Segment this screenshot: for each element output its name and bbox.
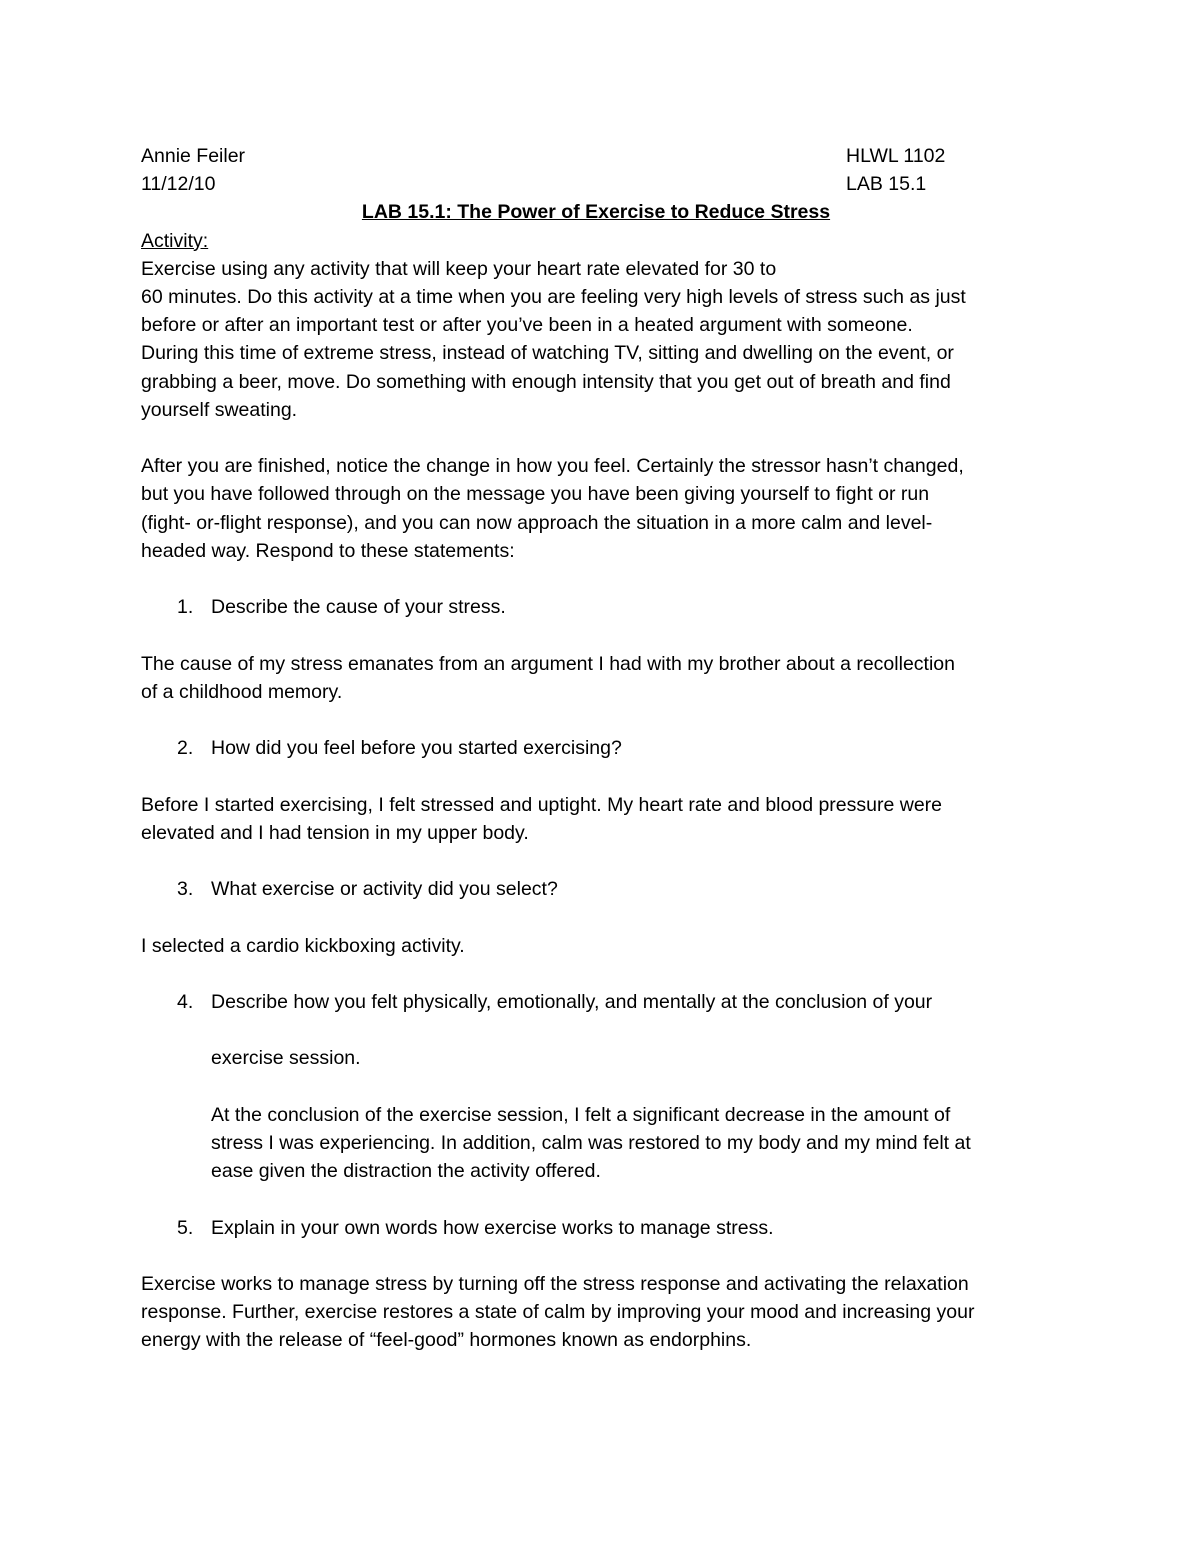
spacer xyxy=(141,847,1061,875)
question-text: Describe how you felt physically, emotionally, and mentally at the conclusion of your xyxy=(211,990,933,1013)
answer-2 xyxy=(141,791,1061,847)
question-number: 4. xyxy=(177,990,194,1013)
spacer xyxy=(141,1073,1061,1101)
answer-line: Exercise works to manage stress by turning off the stress response and activating the relaxation xyxy=(141,1272,969,1295)
answer-3 xyxy=(141,932,1061,960)
answer-line: of a childhood memory. xyxy=(141,680,343,703)
header-row-2 xyxy=(141,170,1061,198)
intro-line: Exercise using any activity that will keep your heart rate elevated for 30 to xyxy=(141,257,777,280)
spacer xyxy=(141,960,1061,988)
spacer xyxy=(141,1242,1061,1270)
intro-line: During this time of extreme stress, instead of watching TV, sitting and dwelling on the event, or xyxy=(141,342,954,365)
intro-line: 60 minutes. Do this activity at a time when you are feeling very high levels of stress such as just xyxy=(141,285,966,308)
question-text: Describe the cause of your stress. xyxy=(211,596,506,619)
spacer xyxy=(141,903,1061,931)
document-date: 11/12/10 xyxy=(141,173,216,196)
course-code: HLWL 1102 xyxy=(846,145,946,167)
intro-line: grabbing a beer, move. Do something with enough intensity that you get out of breath and find xyxy=(141,370,951,393)
answer-4 xyxy=(141,1101,1061,1186)
question-text: How did you feel before you started exercising? xyxy=(211,737,622,760)
spacer xyxy=(141,762,1061,790)
activity-label: Activity: xyxy=(141,229,209,252)
question-2 xyxy=(141,734,1061,762)
answer-line: ease given the distraction the activity offered. xyxy=(211,1160,601,1183)
spacer xyxy=(141,565,1061,593)
question-number: 2. xyxy=(177,737,194,760)
document-title: LAB 15.1: The Power of Exercise to Reduce Stress xyxy=(361,201,831,224)
author-name: Annie Feiler xyxy=(141,145,246,167)
question-3 xyxy=(141,875,1061,903)
spacer xyxy=(141,424,1061,452)
spacer xyxy=(141,706,1061,734)
after-line: but you have followed through on the message you have been giving yourself to fight or run xyxy=(141,483,930,506)
answer-line: I selected a cardio kickboxing activity. xyxy=(141,934,465,957)
after-line: After you are finished, notice the change in how you feel. Certainly the stressor hasn’t changed, xyxy=(141,455,964,478)
spacer xyxy=(141,621,1061,649)
spacer xyxy=(141,1016,1061,1044)
question-number: 3. xyxy=(177,878,194,901)
intro-line: before or after an important test or after you’ve been in a heated argument with someone. xyxy=(141,314,913,337)
intro-paragraph xyxy=(141,255,1061,424)
answer-line: energy with the release of “feel-good” hormones known as endorphins. xyxy=(141,1329,752,1352)
after-line: headed way. Respond to these statements: xyxy=(141,539,515,562)
question-text: Explain in your own words how exercise works to manage stress. xyxy=(211,1216,774,1239)
answer-line: elevated and I had tension in my upper body. xyxy=(141,821,529,844)
question-1 xyxy=(141,593,1061,621)
question-number: 5. xyxy=(177,1216,194,1239)
question-text: What exercise or activity did you select? xyxy=(211,878,558,901)
after-line: (fight- or-flight response), and you can now approach the situation in a more calm and level- xyxy=(141,511,933,534)
answer-1 xyxy=(141,650,1061,706)
answer-line: At the conclusion of the exercise session, I felt a significant decrease in the amount of xyxy=(211,1103,951,1126)
document-body xyxy=(141,142,1061,1355)
question-5 xyxy=(141,1214,1061,1242)
question-number: 1. xyxy=(177,596,194,619)
lab-number: LAB 15.1 xyxy=(846,173,927,196)
answer-5 xyxy=(141,1270,1061,1355)
answer-line: response. Further, exercise restores a state of calm by improving your mood and increasing your xyxy=(141,1301,975,1324)
answer-line: Before I started exercising, I felt stressed and uptight. My heart rate and blood pressure were xyxy=(141,793,943,816)
after-paragraph xyxy=(141,452,1061,565)
question-text-continued: exercise session. xyxy=(211,1047,361,1070)
answer-line: stress I was experiencing. In addition, calm was restored to my body and my mind felt at xyxy=(211,1131,971,1154)
header-row-1 xyxy=(141,142,1061,170)
intro-line: yourself sweating. xyxy=(141,398,298,421)
spacer xyxy=(141,1185,1061,1213)
answer-line: The cause of my stress emanates from an argument I had with my brother about a recollection xyxy=(141,652,955,675)
question-4 xyxy=(141,988,1061,1016)
